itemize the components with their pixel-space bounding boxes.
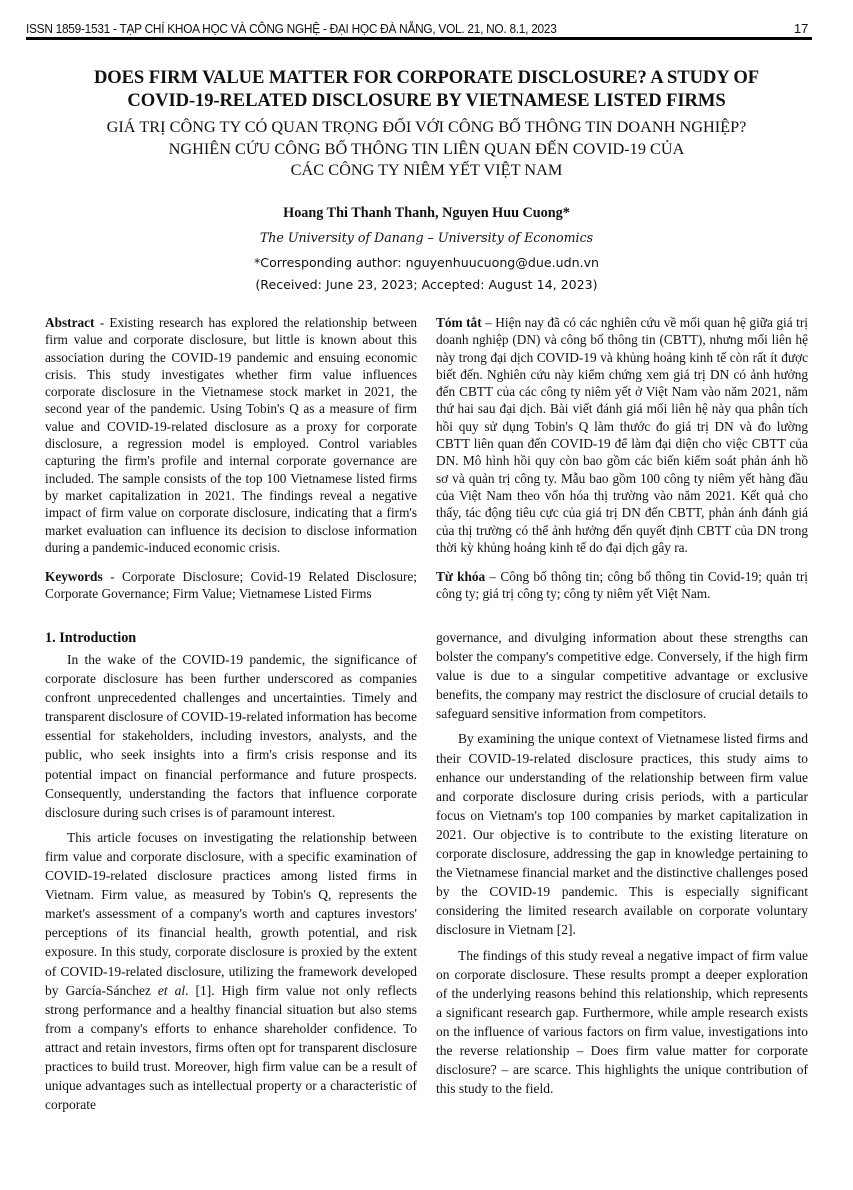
abstract-english xyxy=(45,314,417,603)
section-heading-introduction: 1. Introduction xyxy=(45,630,137,646)
abstract-en-paragraph xyxy=(45,314,417,556)
title-en-line-1: DOES FIRM VALUE MATTER FOR CORPORATE DISCLOSURE? A STUDY OF xyxy=(93,67,760,88)
intro-p2-text: This article focuses on investigating the relationship between firm value and corporate disclosure, with a specific examination of COVID-19-related disclosure practices among listed firms in Vietnam. Firm value, as measured by Tobin's Q, represents the market's assessment of a company's worth and captures investors' perceptions of its financial health, growth potential, and risk exposure. In this study, corporate disclosure is proxied by the extent of COVID-19-related disclosure, utilizing the framework developed by García-Sánchez xyxy=(45,829,417,998)
affiliation: The University of Danang – University of Economics xyxy=(259,230,594,245)
abstract-en-text: - Existing research has explored the relationship between firm value and corporate disclosure, but little is known about this association during the COVID-19 pandemic and ensuing economic crisis. This study investigates whether firm value influences corporate disclosure in the Vietnamese stock market in 2021, the second year of the pandemic. Using Tobin's Q as a measure of firm value and COVID-19-related disclosure as a proxy for corporate disclosure, a regression model is employed. Control variables capturing the firm's profile and internal corporate governance are included. The sample consists of the top 100 Vietnamese listed firms by market capitalization in 2021. The findings reveal a negative impact of firm value on corporate disclosure, indicating that a firm's market evaluation can influence its decision to disclose information during a pandemic-induced economic crisis. xyxy=(45,315,417,555)
keywords-vietnamese xyxy=(436,568,808,603)
intro-paragraph-2 xyxy=(45,828,417,1114)
abstract-vi-paragraph xyxy=(436,314,808,556)
abstract-vi-text: – Hiện nay đã có các nghiên cứu về mối quan hệ giữa giá trị doanh nghiệp (DN) và công bố thông tin (CBTT), nhưng mối liên hệ này trong đại dịch COVID-19 và khủng hoảng kinh tế còn rất ít được biết đến. Nghiên cứu này kiểm chứng xem giá trị DN có ảnh hưởng đến CBTT của các công ty niêm yết ở Việt Nam vào năm 2021, năm thứ hai sau đại dịch. Bài viết đánh giá mối liên hệ này qua phân tích hồi quy sử dụng Tobin's Q làm thước đo giá trị DN và đo lường CBTT liên quan đến COVID-19 để làm đại diện cho việc CBTT của DN. Mô hình hồi quy còn bao gồm các biến kiểm soát phản ánh hồ sơ và quản trị công ty. Mẫu bao gồm 100 công ty niêm yết hàng đầu của Việt Nam theo vốn hóa thị trường vào năm 2021. Kết quả cho thấy, tác động tiêu cực của giá trị DN đến CBTT, phản ánh đánh giá của thị trường có thể ảnh hưởng đến quyết định CBTT của DN trong thời kỳ khủng hoảng kinh tế do đại dịch gây ra. xyxy=(436,315,808,555)
introduction-left-column xyxy=(45,628,417,1114)
received-dates: (Received: June 23, 2023; Accepted: August 14, 2023) xyxy=(255,277,598,292)
paper-title-english xyxy=(30,66,823,112)
abstract-vi-label: Tóm tắt xyxy=(436,315,482,330)
keywords-vi-text: – Công bố thông tin; công bố thông tin Covid-19; quản trị công ty; giá trị công ty; công ty niêm yết Việt Nam. xyxy=(436,569,808,602)
page-number: 17 xyxy=(793,21,808,36)
intro-p2-et-al: et al xyxy=(157,982,186,998)
journal-info: ISSN 1859-1531 - TẠP CHÍ KHOA HỌC VÀ CÔNG NGHỆ - ĐẠI HỌC ĐÀ NẴNG, VOL. 21, NO. 8.1, 2023 xyxy=(26,21,557,36)
title-en-line-2: COVID-19-RELATED DISCLOSURE BY VIETNAMESE LISTED FIRMS xyxy=(127,90,726,111)
keywords-en-text: - Corporate Disclosure; Covid-19 Related Disclosure; Corporate Governance; Firm Value; Vietnamese Listed Firms xyxy=(45,569,417,602)
corresponding-author: *Corresponding author: nguyenhuucuong@due.udn.vn xyxy=(253,255,600,270)
intro-paragraph-4: The findings of this study reveal a negative impact of firm value on corporate disclosure. These results prompt a deeper exploration of the underlying reasons behind this relationship, which represents a significant research gap. Furthermore, while ample research exists on the influence of various factors on firm value, investigations into the reverse relationship – Does firm value matter for corporate disclosure? – are scarce. This highlights the unique contribution of this study to the field. xyxy=(436,947,808,1097)
abstract-en-label: Abstract xyxy=(45,315,95,330)
title-block xyxy=(30,66,823,181)
title-vi-line-1: GIÁ TRỊ CÔNG TY CÓ QUAN TRỌNG ĐỐI VỚI CÔNG BỐ THÔNG TIN DOANH NGHIỆP? xyxy=(106,117,747,136)
introduction-right-column xyxy=(436,628,808,1098)
running-header xyxy=(26,18,812,40)
intro-p2-tail: . [1]. High firm value not only reflects strong performance and a healthy financial situation but also stems from a company's efforts to enhance shareholder confidence. To attract and retain investors, firms often opt for transparent disclosure practices to build trust. Moreover, high firm value can be a result of unique advantages such as intellectual property or a characteristic of corporate xyxy=(45,982,417,1113)
authors-block xyxy=(30,203,823,295)
intro-paragraph-2-continued: governance, and divulging information about these strengths can bolster the company's competitive edge. Conversely, if the high firm value is due to a singular competitive advantage or exclusive benefits, the company may restrict the disclosure of crucial details to safeguard sensitive information from competitors. xyxy=(436,630,808,722)
keywords-en-label: Keywords xyxy=(45,569,103,585)
paper-title-vietnamese xyxy=(30,116,823,181)
abstract-vietnamese xyxy=(436,314,808,603)
title-vi-line-2: NGHIÊN CỨU CÔNG BỐ THÔNG TIN LIÊN QUAN ĐẾN COVID-19 CỦA xyxy=(168,138,685,158)
keywords-vi-label: Từ khóa xyxy=(436,569,486,585)
keywords-english xyxy=(45,568,417,603)
intro-paragraph-3: By examining the unique context of Vietnamese listed firms and their COVID-19-related disclosure practices, this study aims to enhance our understanding of the relationship between firm value and corporate disclosure during crisis periods, with a particular focus on Vietnam's top 100 companies by market capitalization in 2021. Our objective is to contribute to the existing literature on corporate disclosure, addressing the gap in knowledge pertaining to the Vietnamese financial market and the distinctive challenges posed by the COVID-19 pandemic. This is especially significant considering the limited research available on corporate voluntary disclosure in Vietnam [2]. xyxy=(436,731,808,938)
title-vi-line-3: CÁC CÔNG TY NIÊM YẾT VIỆT NAM xyxy=(290,160,563,179)
intro-paragraph-1: In the wake of the COVID-19 pandemic, the significance of corporate disclosure has been further underscored as companies confront unprecedented challenges and uncertainties. Timely and transparent disclosure of COVID-19-related information has become essential for stakeholders, including investors, analysts, and the public, who seek insights into a firm's crisis response and its potential impact on financial performance and future prospects. Consequently, understanding the factors that influence corporate disclosure during such crises is of paramount interest. xyxy=(45,652,417,820)
author-names: Hoang Thi Thanh Thanh, Nguyen Huu Cuong* xyxy=(283,205,570,221)
